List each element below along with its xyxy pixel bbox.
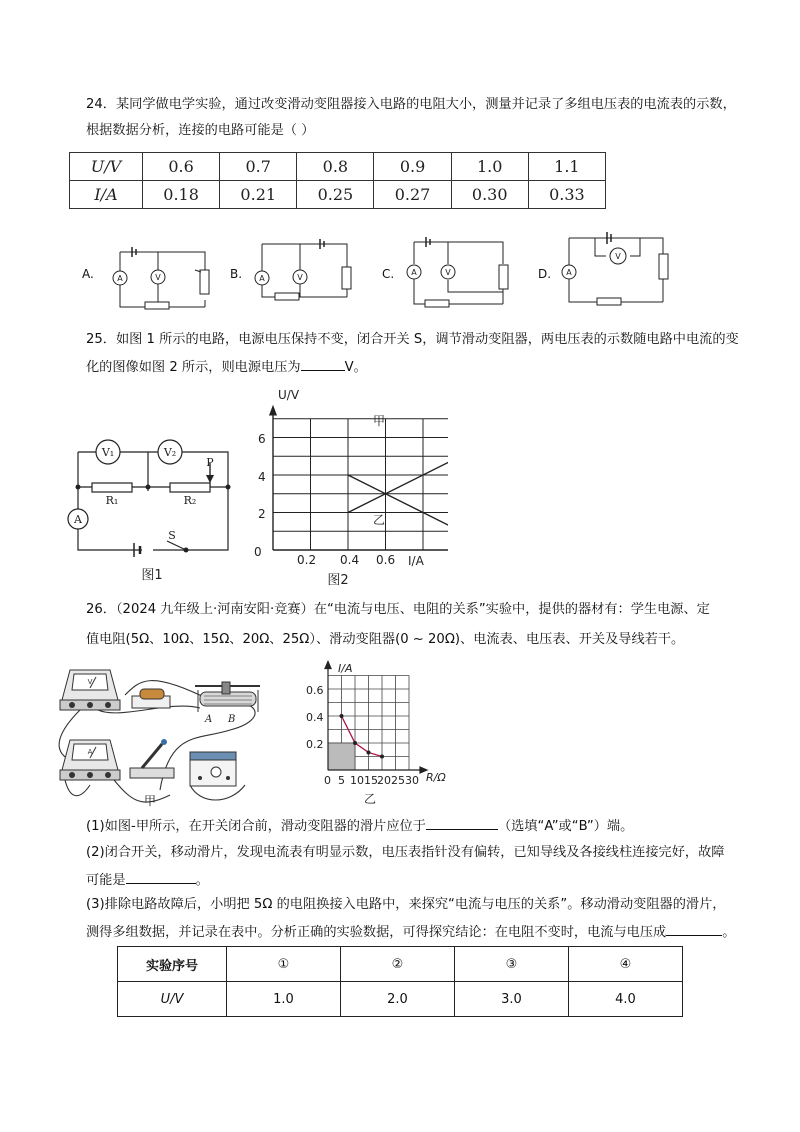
option-b-label: B. xyxy=(230,267,243,281)
svg-text:V: V xyxy=(87,678,93,686)
u-cell: 1.0 xyxy=(451,153,528,181)
yi-xtick: 25 xyxy=(391,774,405,787)
table-cell: 1.0 xyxy=(227,982,341,1017)
r1-resistor xyxy=(92,483,132,492)
q26-sub2-line2: 可能是 。 xyxy=(86,869,209,891)
yi-xtick: 15 xyxy=(364,774,378,787)
data-point xyxy=(340,714,344,718)
circuit-option-d[interactable] xyxy=(569,232,668,305)
i-cell: 0.33 xyxy=(528,181,605,209)
voltmeter-device xyxy=(60,670,120,710)
rheostat-device xyxy=(195,682,260,725)
circuit-option-b[interactable] xyxy=(262,239,351,300)
svg-text:B: B xyxy=(228,714,236,725)
q26-fig-jia-apparatus xyxy=(50,660,285,810)
q25-stem-line2: 化的图像如图 2 所示，则电源电压为 V。 xyxy=(86,356,367,378)
answer-blank[interactable] xyxy=(126,869,196,884)
yi-xtick: 10 xyxy=(350,774,364,787)
yi-ylabel: I/A xyxy=(338,662,353,675)
svg-text:A: A xyxy=(566,268,572,277)
answer-blank[interactable] xyxy=(426,815,498,830)
svg-text:V: V xyxy=(297,273,303,282)
yi-xtick: 20 xyxy=(377,774,391,787)
yi-xtick: 5 xyxy=(338,774,345,787)
table-row xyxy=(70,153,606,181)
table-cell: 2.0 xyxy=(341,982,455,1017)
svg-text:A: A xyxy=(117,274,123,283)
i-cell: 0.21 xyxy=(220,181,297,209)
svg-text:A: A xyxy=(87,748,93,756)
option-c-label: C. xyxy=(382,267,395,281)
fig2-series-label-yi: 乙 xyxy=(373,513,386,527)
yi-ytick: 0.2 xyxy=(306,738,324,751)
fig2-ytick: 4 xyxy=(258,470,266,484)
fig2-ytick: 6 xyxy=(258,432,266,446)
svg-text:P: P xyxy=(206,456,214,469)
circuit-option-c[interactable] xyxy=(414,237,508,307)
i-cell: 0.25 xyxy=(297,181,374,209)
shaded-area xyxy=(328,743,355,770)
svg-text:V: V xyxy=(155,273,161,282)
fig2-xlabel: I/A xyxy=(408,554,424,568)
yi-ytick: 0.4 xyxy=(306,711,324,724)
r2-rheostat xyxy=(170,483,210,492)
fig-jia-caption: 甲 xyxy=(143,794,157,808)
data-point xyxy=(367,750,371,754)
svg-text:V: V xyxy=(445,268,451,277)
option-a-label: A. xyxy=(82,267,94,281)
fig2-xtick: 0.2 xyxy=(297,553,317,567)
answer-blank[interactable] xyxy=(301,356,345,371)
table-row xyxy=(118,947,683,982)
q26-sub3-line1: (3)排除电路故障后，小明把 5Ω 的电阻换接入电路中，来探究“电流与电压的关系”。移动滑动变阻器的滑片， xyxy=(86,897,726,912)
fig2-series-label-jia: 甲 xyxy=(373,414,386,428)
u-cell: 1.1 xyxy=(528,153,605,181)
data-point xyxy=(380,755,384,759)
yi-xtick: 30 xyxy=(405,774,419,787)
switch-device xyxy=(130,739,174,778)
table-cell: 4.0 xyxy=(569,982,683,1017)
fig2-caption: 图2 xyxy=(327,573,349,588)
q26-stem-line2: 值电阻(5Ω、10Ω、15Ω、20Ω、25Ω）、滑动变阻器(0 ~ 20Ω)、电流表、电压表、开关及导线若干。 xyxy=(86,632,685,647)
q24-circuit-options xyxy=(70,232,690,312)
y-axis-arrow xyxy=(270,407,276,415)
u-cell: 0.9 xyxy=(374,153,451,181)
yi-xlabel: R/Ω xyxy=(426,771,446,784)
fig2-xtick: 0.6 xyxy=(376,553,396,567)
q25-fig2-chart xyxy=(248,385,448,595)
svg-text:A: A xyxy=(411,268,417,277)
u-cell: 0.8 xyxy=(297,153,374,181)
fig2-ytick: 2 xyxy=(258,507,266,521)
u-cell: 0.7 xyxy=(220,153,297,181)
u-cell: 0.6 xyxy=(143,153,220,181)
svg-text:R₁: R₁ xyxy=(105,494,119,507)
i-label-cell: I/A xyxy=(70,181,143,209)
svg-text:S: S xyxy=(168,529,176,542)
fixed-resistor-device xyxy=(132,689,170,708)
svg-text:A: A xyxy=(74,513,82,526)
yi-ytick: 0.6 xyxy=(306,684,324,697)
q26-sub2-line1: (2)闭合开关，移动滑片，发现电流表有明显示数，电压表指针没有偏转，已知导线及各接线柱连接完好，故障 xyxy=(86,845,725,860)
power-supply-device xyxy=(190,752,236,786)
q26-stem-line1: 26．（2024 九年级上·河南安阳·竞赛）在“电流与电压、电阻的关系”实验中，提供的器材有：学生电源、定 xyxy=(86,602,710,617)
yi-xtick: 0 xyxy=(324,774,331,787)
table-header-cell: ① xyxy=(227,947,341,982)
q24-stem-line2: 根据数据分析，连接的电路可能是（ ） xyxy=(86,123,315,138)
table-header-cell: ④ xyxy=(569,947,683,982)
data-point xyxy=(353,741,357,745)
q26-data-table xyxy=(117,946,683,1017)
fig1-caption: 图1 xyxy=(141,568,163,583)
q24-data-table xyxy=(69,152,606,209)
answer-blank[interactable] xyxy=(666,921,722,936)
table-row-label: U/V xyxy=(118,982,227,1017)
ammeter-device xyxy=(60,740,120,780)
svg-text:V: V xyxy=(615,252,621,261)
svg-text:A: A xyxy=(205,714,213,725)
i-cell: 0.18 xyxy=(143,181,220,209)
table-row xyxy=(118,982,683,1017)
q26-sub1: (1)如图-甲所示，在开关闭合前，滑动变阻器的滑片应位于 （选填“A”或“B”）端。 xyxy=(86,815,633,837)
fig-yi-caption: 乙 xyxy=(363,792,377,806)
fig2-ylabel: U/V xyxy=(278,388,300,402)
y-axis-arrow xyxy=(325,662,331,669)
svg-text:R₂: R₂ xyxy=(183,494,197,507)
q26-sub3-line2: 测得多组数据，并记录在表中。分析正确的实验数据，可得探究结论：在电阻不变时，电流与电压成 。 xyxy=(86,921,735,943)
fig2-xtick: 0.4 xyxy=(340,553,360,567)
q25-stem-line1: 25．如图 1 所示的电路，电源电压保持不变，闭合开关 S，调节滑动变阻器，两电压表的示数随电路中电流的变 xyxy=(86,332,739,347)
svg-text:A: A xyxy=(259,274,265,283)
q25-fig1-circuit xyxy=(60,435,240,585)
i-cell: 0.27 xyxy=(374,181,451,209)
svg-text:V₁: V₁ xyxy=(101,446,115,459)
fig2-ytick: 0 xyxy=(254,545,262,559)
table-header-cell: ③ xyxy=(455,947,569,982)
u-label-cell: U/V xyxy=(70,153,143,181)
svg-text:V₂: V₂ xyxy=(163,446,177,459)
option-d-label: D. xyxy=(538,267,552,281)
i-cell: 0.30 xyxy=(451,181,528,209)
q26-fig-yi-chart xyxy=(300,660,460,810)
table-header-cell: 实验序号 xyxy=(118,947,227,982)
q24-stem-line1: 24．某同学做电学实验，通过改变滑动变阻器接入电路的电阻大小，测量并记录了多组电压表的电流表的示数， xyxy=(86,97,736,112)
table-header-cell: ② xyxy=(341,947,455,982)
table-cell: 3.0 xyxy=(455,982,569,1017)
table-row xyxy=(70,181,606,209)
